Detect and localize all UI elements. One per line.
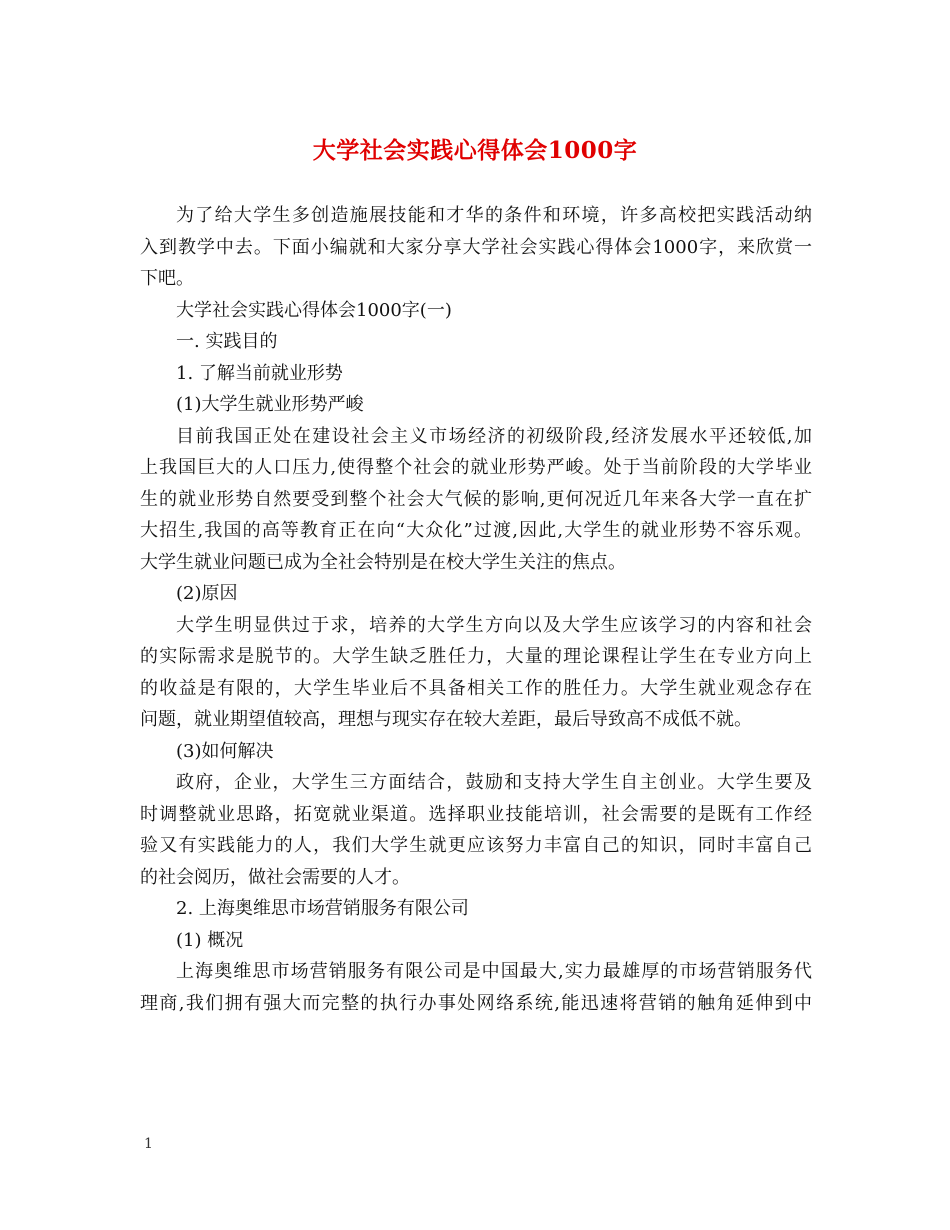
- text-line: 入到教学中去。下面小编就和大家分享大学社会实践心得体会1000字，来欣赏一: [140, 236, 812, 258]
- text-line: 上海奥维思市场营销服务有限公司是中国最大,实力最雄厚的市场营销服务代: [176, 961, 812, 982]
- document-body: [140, 200, 812, 1019]
- text-line: 一. 实践目的: [176, 331, 278, 352]
- text-line: 的社会阅历，做社会需要的人才。: [140, 866, 410, 888]
- text-line: (1)大学生就业形势严峻: [176, 394, 364, 415]
- text-line: 大学社会实践心得体会1000字(一): [176, 299, 452, 321]
- page-number: 1: [144, 1136, 153, 1152]
- document-title: 大学社会实践心得体会1000字: [312, 137, 638, 164]
- text-line: 为了给大学生多创造施展技能和才华的条件和环境，许多高校把实践活动纳: [176, 205, 812, 226]
- text-line: 大招生,我国的高等教育正在向“大众化”过渡,因此,大学生的就业形势不容乐观。: [140, 520, 812, 541]
- text-line: 理商,我们拥有强大而完整的执行办事处网络系统,能迅速将营销的触角延伸到中: [140, 992, 812, 1014]
- text-line: 1. 了解当前就业形势: [176, 362, 343, 384]
- text-line: 大学生就业问题已成为全社会特别是在校大学生关注的焦点。: [140, 551, 626, 573]
- text-line: 下吧。: [140, 268, 194, 289]
- text-line: 的收益是有限的，大学生毕业后不具备相关工作的胜任力。大学生就业观念存在: [140, 677, 812, 699]
- text-line: 的实际需求是脱节的。大学生缺乏胜任力，大量的理论课程让学生在专业方向上: [140, 646, 812, 667]
- text-line: 2. 上海奥维思市场营销服务有限公司: [176, 898, 469, 919]
- text-line: 目前我国正处在建设社会主义市场经济的初级阶段,经济发展水平还较低,加: [176, 425, 812, 447]
- text-line: 大学生明显供过于求，培养的大学生方向以及大学生应该学习的内容和社会: [176, 614, 812, 636]
- text-line: 验又有实践能力的人，我们大学生就更应该努力丰富自己的知识，同时丰富自己: [140, 835, 812, 856]
- text-line: (2)原因: [176, 583, 238, 604]
- text-line: 政府，企业，大学生三方面结合，鼓励和支持大学生自主创业。大学生要及: [176, 772, 812, 793]
- text-line: (3)如何解决: [176, 740, 274, 762]
- text-line: 生的就业形势自然要受到整个社会大气候的影响,更何况近几年来各大学一直在扩: [140, 488, 812, 510]
- text-line: 时调整就业思路，拓宽就业渠道。选择职业技能培训，社会需要的是既有工作经: [140, 803, 812, 825]
- text-line: (1) 概况: [176, 929, 244, 951]
- text-line: 问题，就业期望值较高，理想与现实存在较大差距，最后导致高不成低不就。: [140, 709, 752, 730]
- text-line: 上我国巨大的人口压力,使得整个社会的就业形势严峻。处于当前阶段的大学毕业: [140, 457, 812, 478]
